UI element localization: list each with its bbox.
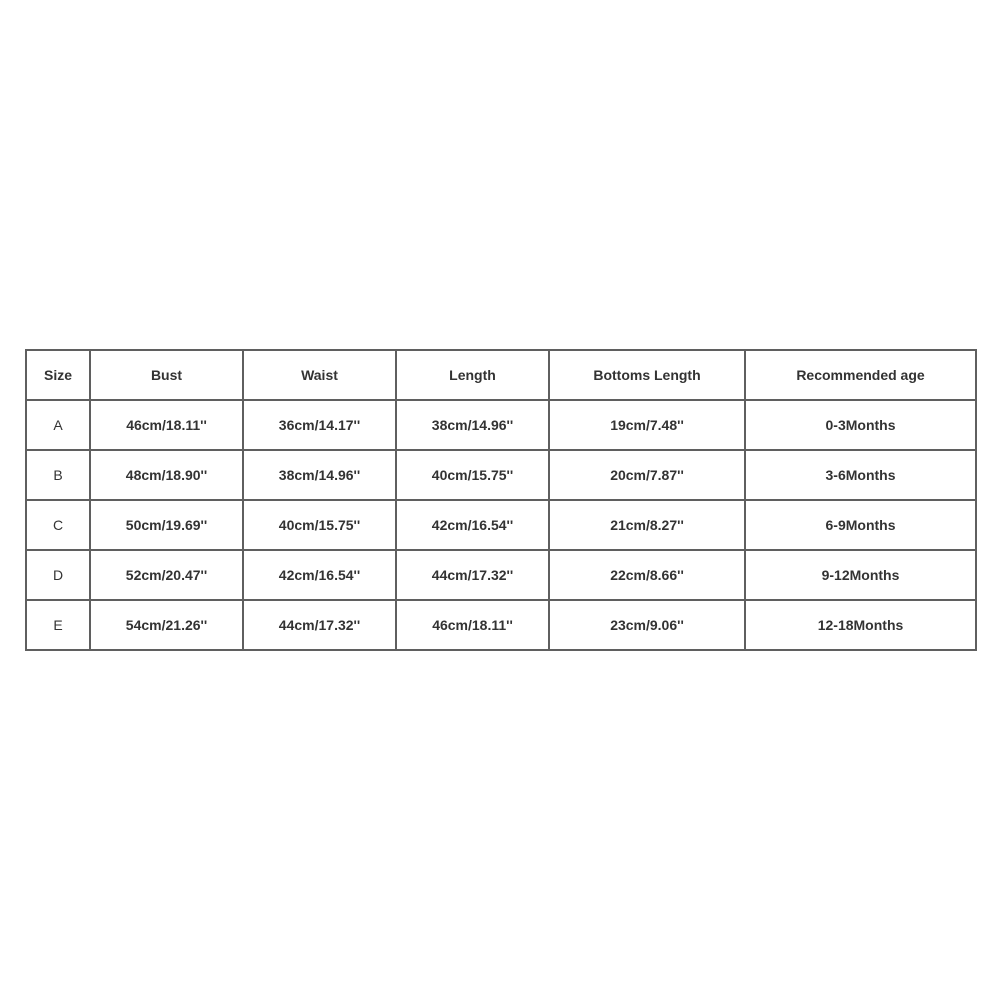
header-length: Length: [396, 350, 549, 400]
bust-cell: 50cm/19.69'': [90, 500, 243, 550]
size-cell: E: [26, 600, 90, 650]
length-cell: 42cm/16.54'': [396, 500, 549, 550]
header-size: Size: [26, 350, 90, 400]
table-row: [26, 450, 976, 500]
waist-cell: 42cm/16.54'': [243, 550, 396, 600]
recommended-age-cell: 9-12Months: [745, 550, 976, 600]
length-cell: 40cm/15.75'': [396, 450, 549, 500]
bottoms-length-cell: 23cm/9.06'': [549, 600, 745, 650]
bust-cell: 54cm/21.26'': [90, 600, 243, 650]
waist-cell: 36cm/14.17'': [243, 400, 396, 450]
waist-cell: 40cm/15.75'': [243, 500, 396, 550]
size-cell: D: [26, 550, 90, 600]
header-bottoms-length: Bottoms Length: [549, 350, 745, 400]
bottoms-length-cell: 19cm/7.48'': [549, 400, 745, 450]
bottoms-length-cell: 22cm/8.66'': [549, 550, 745, 600]
recommended-age-cell: 6-9Months: [745, 500, 976, 550]
size-cell: C: [26, 500, 90, 550]
bust-cell: 46cm/18.11'': [90, 400, 243, 450]
header-waist: Waist: [243, 350, 396, 400]
bust-cell: 48cm/18.90'': [90, 450, 243, 500]
bottoms-length-cell: 21cm/8.27'': [549, 500, 745, 550]
table-row: [26, 400, 976, 450]
header-recommended-age: Recommended age: [745, 350, 976, 400]
size-cell: B: [26, 450, 90, 500]
length-cell: 44cm/17.32'': [396, 550, 549, 600]
length-cell: 38cm/14.96'': [396, 400, 549, 450]
size-chart-table: [25, 349, 977, 651]
recommended-age-cell: 12-18Months: [745, 600, 976, 650]
bust-cell: 52cm/20.47'': [90, 550, 243, 600]
bottoms-length-cell: 20cm/7.87'': [549, 450, 745, 500]
size-cell: A: [26, 400, 90, 450]
recommended-age-cell: 3-6Months: [745, 450, 976, 500]
table-row: [26, 600, 976, 650]
waist-cell: 38cm/14.96'': [243, 450, 396, 500]
header-row: [26, 350, 976, 400]
waist-cell: 44cm/17.32'': [243, 600, 396, 650]
length-cell: 46cm/18.11'': [396, 600, 549, 650]
table-row: [26, 550, 976, 600]
header-bust: Bust: [90, 350, 243, 400]
recommended-age-cell: 0-3Months: [745, 400, 976, 450]
table-row: [26, 500, 976, 550]
